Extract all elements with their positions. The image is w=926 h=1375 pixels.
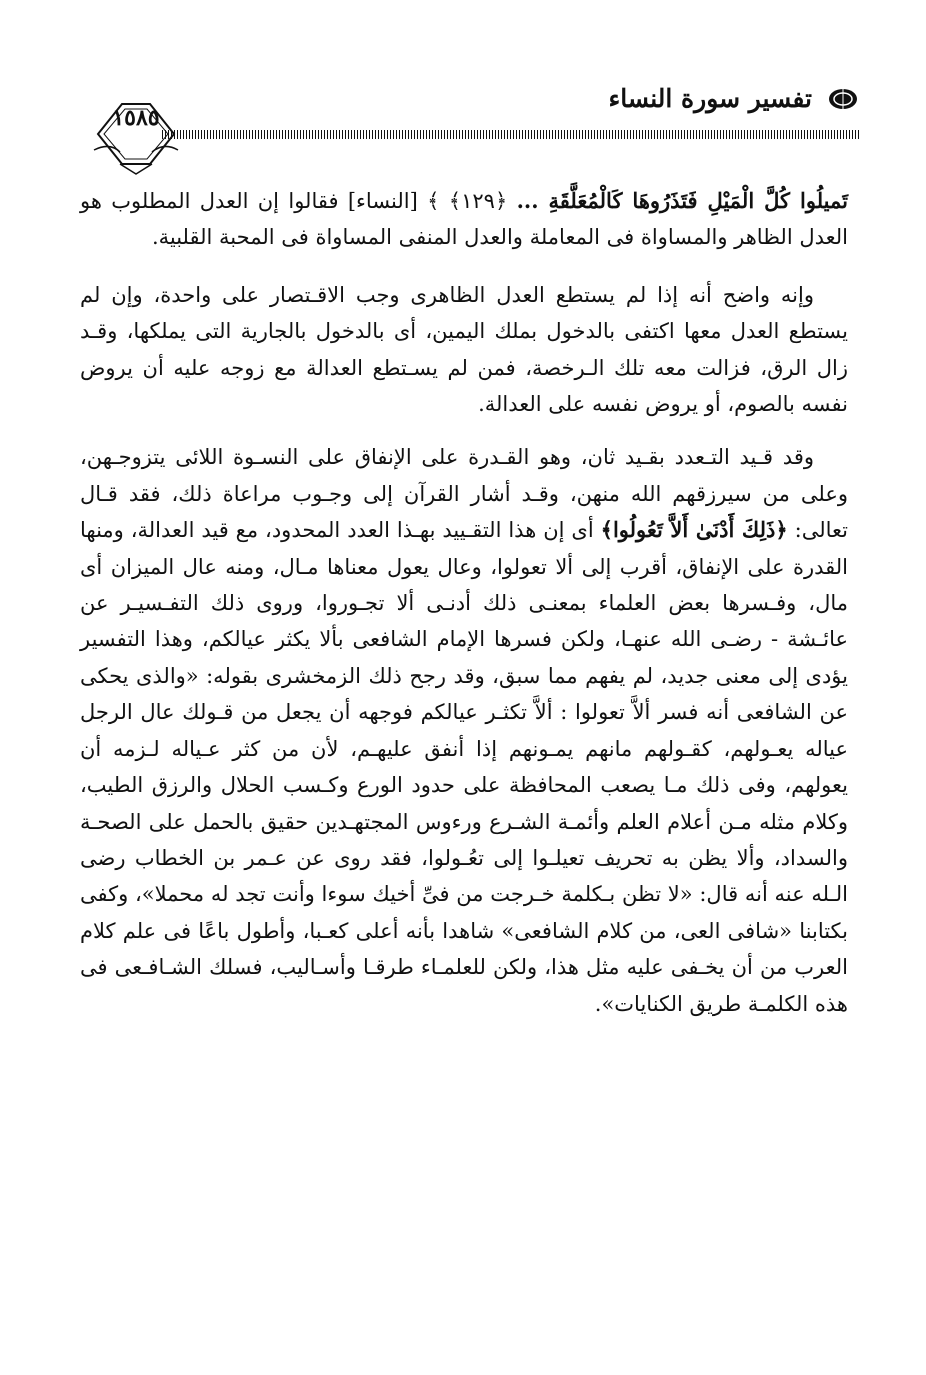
quran-verse: ﴿ذَلِكَ أَدْنَىٰ أَلاَّ تَعُولُوا﴾: [600, 517, 788, 543]
page-header: [90, 78, 860, 178]
paragraph-text: فقالوا إن العدل المطلوب هو العدل الظاهر والمساواة فى المعاملة والعدل المنفى المساواة فى المحبة القلبية.: [80, 189, 848, 250]
page-body: [80, 183, 848, 1039]
bullet-ornament-icon: [826, 86, 860, 112]
page-number: ١٥٨٥: [112, 105, 160, 131]
paragraph-2: وإنه واضح أنه إذا لم يستطع العدل الظاهرى وجب الاقـتصار على واحدة، وإن لم يستطع العدل معها اكتفى بالدخول بملك اليمين، أى بالدخول بالجارية التى يملكها، وقـد زال الرق، فزالت معه تلك الـرخصة، فمن لم يسـتطع العدالة مع زوجه عليه أن يروض نفسه بالصوم، أو يروض نفسه على العدالة.: [80, 282, 848, 417]
paragraph-3: [80, 439, 848, 1022]
paragraph-1: [80, 183, 848, 256]
header-rule: [162, 130, 860, 139]
quran-verse: تَميلُوا كُلَّ الْمَيْلِ فَتَذَرُوهَا كَالْمُعَلَّقَةِ ...: [516, 188, 848, 213]
running-title: تفسير سورة النساء: [608, 84, 812, 113]
paragraph-text: أى إن هذا التقـييد بهـذا العدد المحدود، مع قيد العدالة، ومنها القدرة على الإنفاق، أقرب إلى ألا تعولوا، وعال يعول معناها مـال، ومنه عال الميزان أى مال، وفـسرها بعض العلماء بمعنـى ذلك أدنـى ألا تجـوروا، وروى ذلك التفـسيـر عن عائـشة - رضـى الله عنهـا، ولكن فسرها الإمام الشافعى بألا يكثر عيالكم، وهذا التفسير يؤدى إلى معنى جديد، لم يفهم مما سبق، وقد رجح ذلك الزمخشرى بقوله: «والذى يحكى عن الشافعى أنه فسر ألاَّ تعولوا : ألاَّ تكثـر عيالكم فوجهه أن يجعل من قـولك عال الرجل عياله يعـولهم، كقـولهم مانهم يمـونهم إذا أنفق عليهـم، لأن من كثر عـياله لـزمه أن يعولهم، وفى ذلك مـا يصعب المحافظة على حدود الورع وكـسب الحلال والرزق الطيب، وكلام مثله مـن أعلام العلم وأئمـة الشـرع ورءوس المجتهـدين حقيق بالحمل على الصحـة والسداد، وألا يظن به تحريف تعيلـوا إلى تعُـولوا، فقد روى عن عـمر بن الخطاب رضى الـله عنه أنه قال: «لا تظن بـكلمة خـرجت من فىِّ أخيك سوءا وأنت تجد له محملا»، وكفى بكتابنا «شافى العى، من كلام الشافعى» شاهدا بأنه أعلى كعـبا، وأطول باعًا فى علم كلام العرب من أن يخـفى عليه مثل هذا، ولكن للعلمـاء طرقـا وأسـاليب، فسلك الشـافـعى فى هذه الكلمـة طريق الكنايات».: [80, 518, 848, 1016]
paragraph-text: وقد قـيد التـعدد بقـيد ثان، وهو القـدرة على الإنفاق على النسـوة اللائى يتزوجـهن، وعلى من سيرزقهم الله منهن، وقـد أشار القرآن إلى وجـوب مراعاة ذلك، فقد قـال تعالى:: [80, 445, 848, 543]
verse-reference: ﴿١٢٩﴾ ﴾ [النساء]: [347, 189, 508, 213]
